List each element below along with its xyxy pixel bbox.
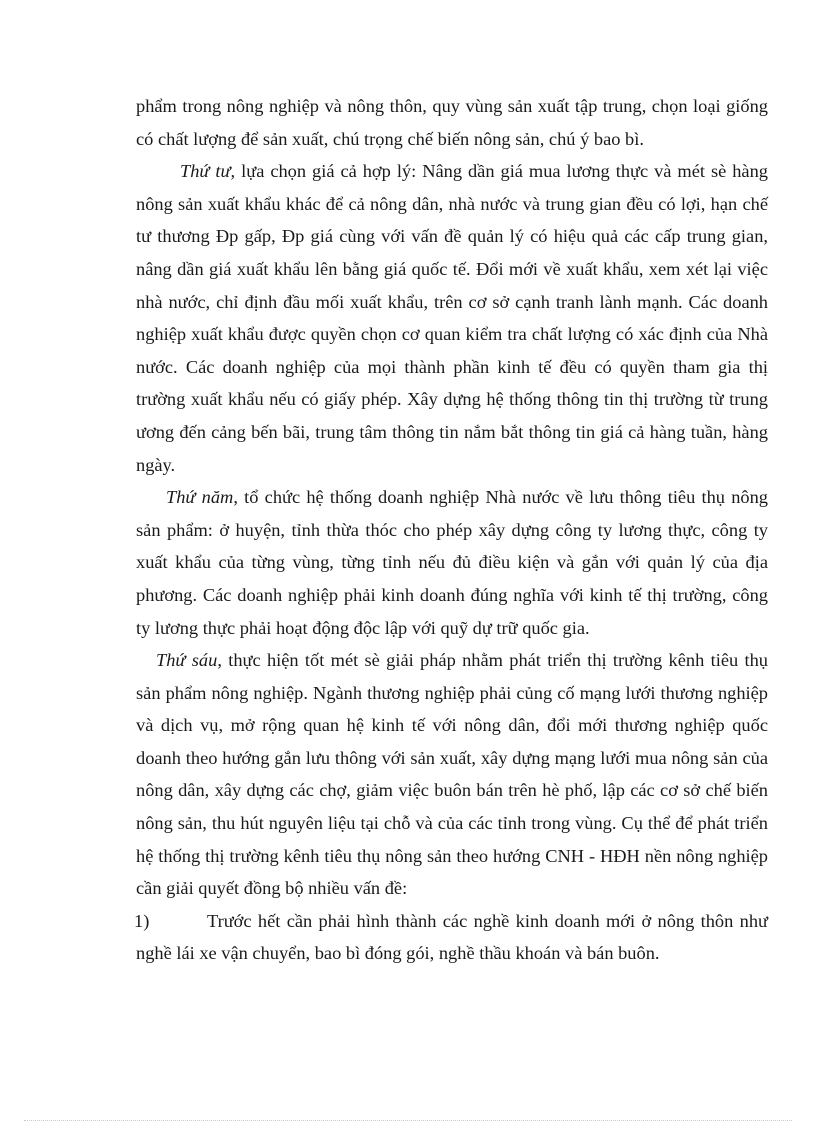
- paragraph-lead-thu-nam: Thứ năm: [166, 487, 234, 508]
- page-bottom-edge: [24, 1120, 792, 1121]
- paragraph-body-thu-tu: lựa chọn giá cả hợp lý: Nâng dần giá mua lương thực và mét sè hàng nông sản xuất khẩu khác để cả nông dân, nhà nước và trung gian đều có lợi, hạn chế tư thương Ðp gấp, Ðp giá cùng với vấn đề quản lý có hiệu quả các cấp trung gian, nâng dần giá xuất khẩu lên bằng giá quốc tế. Đổi mới về xuất khẩu, xem xét lại việc nhà nước, chỉ định đầu mối xuất khẩu, trên cơ sở cạnh tranh lành mạnh. Các doanh nghiệp xuất khẩu được quyền chọn cơ quan kiểm tra chất lượng có xác định của Nhà nước. Các doanh nghiệp của mọi thành phần kinh tế đều có quyền tham gia thị trường xuất khẩu nếu có giấy phép. Xây dựng hệ thống thông tin thị trường từ trung ương đến cảng bến bãi, trung tâm thông tin nắm bắt thông tin giá cả hàng tuần, hàng ngày.: [136, 161, 768, 475]
- document-page: [136, 90, 768, 970]
- paragraph-lead-thu-sau: Thứ sáu: [156, 650, 218, 671]
- list-item-number: 1): [134, 910, 150, 931]
- paragraph-body-thu-nam: , tổ chức hệ thống doanh nghiệp Nhà nước về lưu thông tiêu thụ nông sản phẩm: ở huyện, tỉnh thừa thóc cho phép xây dựng công ty lương thực, công ty xuất khẩu của từng vùng, từng tỉnh nếu đủ điều kiện và gắn với quản lý của địa phương. Các doanh nghiệp phải kinh doanh đúng nghĩa với kinh tế thị trường, công ty lương thực phải hoạt động độc lập với quỹ dự trữ quốc gia.: [136, 487, 768, 638]
- paragraph-thu-nam: [136, 481, 768, 644]
- paragraph-continuation: phẩm trong nông nghiệp và nông thôn, quy vùng sản xuất tập trung, chọn loại giống có chất lượng để sản xuất, chú trọng chế biến nông sản, chú ý bao bì.: [136, 96, 768, 149]
- list-item-text: Trước hết cần phải hình thành các nghề kinh doanh mới ở nông thôn như nghề lái xe vận chuyển, bao bì đóng gói, nghề thầu khoán và bán buôn.: [136, 910, 768, 964]
- paragraph-thu-tu: [136, 155, 768, 481]
- paragraph-thu-sau: [136, 644, 768, 905]
- list-item: [136, 905, 768, 970]
- paragraph-body-thu-sau: , thực hiện tốt mét sè giải pháp nhằm phát triển thị trường kênh tiêu thụ sản phẩm nông nghiệp. Ngành thương nghiệp phải củng cố mạng lưới thương nghiệp và dịch vụ, mở rộng quan hệ kinh tế với nông dân, đổi mới thương nghiệp quốc doanh theo hướng gắn lưu thông với sản xuất, xây dựng mạng lưới mua nông sản của nông dân, xây dựng các chợ, giảm việc buôn bán trên hè phố, lập các cơ sở chế biến nông sản, thu hút nguyên liệu tại chỗ và của các tỉnh trong vùng. Cụ thể để phát triển hệ thống thị trường kênh tiêu thụ nông sản theo hướng CNH - HĐH nền nông nghiệp cần giải quyết đồng bộ nhiều vấn đề:: [136, 650, 768, 899]
- paragraph-lead-thu-tu: Thứ tư,: [180, 161, 236, 182]
